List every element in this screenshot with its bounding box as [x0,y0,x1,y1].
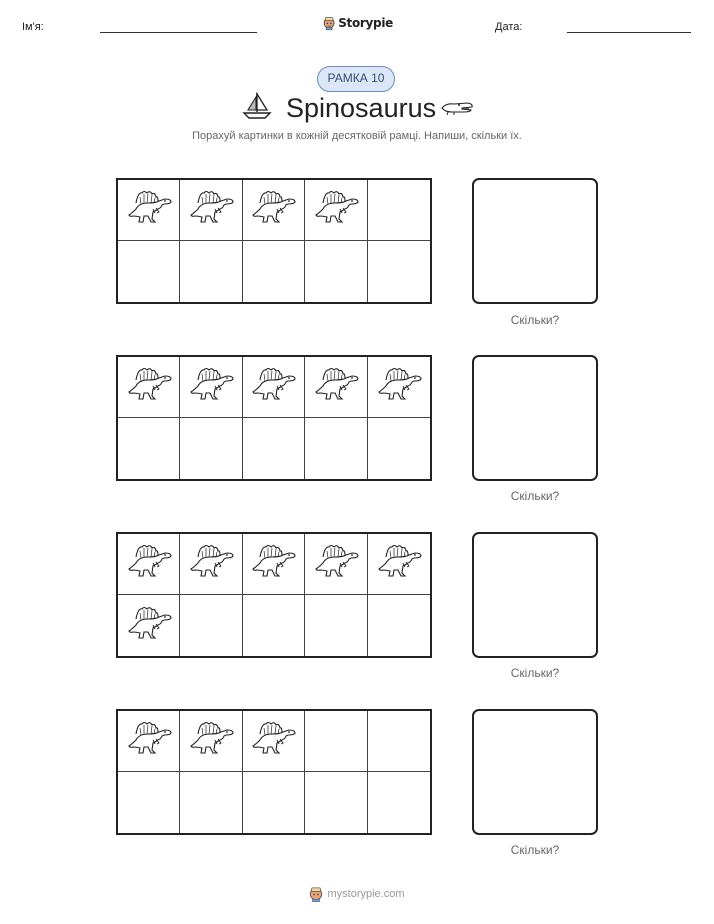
spinosaurus-icon [250,189,296,231]
frame-cell [180,711,242,772]
frame-cell [305,180,367,241]
spinosaurus-icon [313,189,359,231]
answer-label-1: Скільки? [510,313,560,327]
frame-cell [118,357,180,418]
frame-cell [305,357,367,418]
spinosaurus-icon [126,366,172,408]
ten-frame-4 [116,709,432,835]
frame-cell [180,418,242,479]
frame-cell [118,772,180,833]
spinosaurus-icon [250,543,296,585]
frame-cell [180,595,242,656]
frame-cell [368,418,430,479]
frame-cell [305,772,367,833]
sailboat-icon [241,91,273,121]
spinosaurus-icon [313,543,359,585]
frame-cell [180,180,242,241]
frame-cell [243,357,305,418]
frame-cell [243,241,305,302]
footer-url: mystorypie.com [327,888,405,900]
frame-cell [305,241,367,302]
answer-box-4[interactable] [472,709,598,835]
frame-cell [118,711,180,772]
spinosaurus-icon [188,720,234,762]
ten-frame-3 [116,532,432,658]
answer-box-1[interactable] [472,178,598,304]
brand-name: Storypie [338,16,393,30]
frame-cell [368,241,430,302]
instructions: Порахуй картинки в кожній десятковій рамці. Напиши, скільки їх. [192,130,522,142]
frame-cell [305,711,367,772]
answer-label-4: Скільки? [510,843,560,857]
frame-cell [180,357,242,418]
name-field[interactable] [100,32,257,33]
footer [0,886,714,902]
frame-cell [180,772,242,833]
frame-cell [118,534,180,595]
spinosaurus-icon [126,189,172,231]
frame-cell [368,711,430,772]
answer-box-2[interactable] [472,355,598,481]
spinosaurus-icon [188,543,234,585]
frame-cell [118,418,180,479]
frame-cell [368,180,430,241]
name-label: Ім'я: [22,21,44,33]
frame-cell [243,418,305,479]
answer-label-2: Скільки? [510,489,560,503]
frame-cell [118,595,180,656]
spinosaurus-icon [376,543,422,585]
spinosaurus-icon [250,720,296,762]
frame-cell [180,241,242,302]
frame-cell [243,180,305,241]
spinosaurus-icon [250,366,296,408]
spinosaurus-icon [188,366,234,408]
frame-cell [305,534,367,595]
ten-frame-2 [116,355,432,481]
brand-logo [323,13,393,33]
frame-badge: РАМКА 10 [317,66,395,92]
storypie-mascot-icon [323,14,335,32]
frame-cell [305,595,367,656]
date-field[interactable] [567,32,691,33]
date-label: Дата: [495,21,523,33]
crocodile-icon [440,99,474,115]
spinosaurus-icon [188,189,234,231]
frame-cell [243,595,305,656]
frame-cell [243,772,305,833]
spinosaurus-icon [126,720,172,762]
answer-label-3: Скільки? [510,666,560,680]
frame-cell [118,241,180,302]
spinosaurus-icon [126,543,172,585]
frame-cell [368,357,430,418]
spinosaurus-icon [313,366,359,408]
storypie-mascot-icon [309,886,323,902]
page-title: Spinosaurus [286,93,437,123]
answer-box-3[interactable] [472,532,598,658]
frame-cell [243,534,305,595]
frame-cell [368,772,430,833]
frame-cell [305,418,367,479]
frame-cell [368,534,430,595]
frame-cell [243,711,305,772]
frame-cell [368,595,430,656]
frame-cell [180,534,242,595]
spinosaurus-icon [376,366,422,408]
spinosaurus-icon [126,605,172,647]
frame-cell [118,180,180,241]
ten-frame-1 [116,178,432,304]
